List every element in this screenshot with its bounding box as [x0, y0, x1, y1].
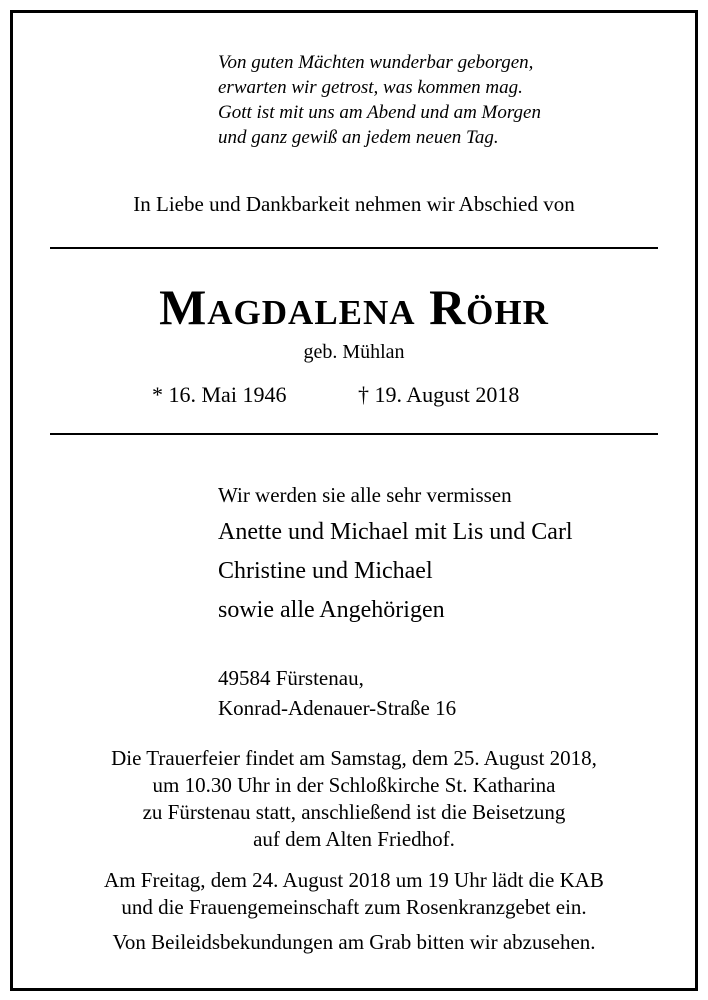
intro-text: In Liebe und Dankbarkeit nehmen wir Abschied von — [133, 192, 575, 216]
birth-name: geb. Mühlan — [303, 341, 405, 363]
rosary-notice — [0, 867, 708, 921]
bottom-divider — [50, 433, 658, 435]
mourners-intro: Wir werden sie alle sehr vermissen — [218, 483, 512, 507]
address-city: 49584 Fürstenau, — [218, 666, 364, 690]
birth-date: * 16. Mai 1946 — [152, 382, 287, 407]
poem-line: erwarten wir getrost, was kommen mag. — [218, 77, 523, 98]
address-street: Konrad-Adenauer-Straße 16 — [218, 696, 457, 720]
funeral-notice — [0, 745, 708, 853]
poem-line: Gott ist mit uns am Abend und am Morgen — [218, 102, 541, 123]
notice-line: Am Freitag, dem 24. August 2018 um 19 Uhr lädt die KAB — [104, 868, 604, 892]
poem — [218, 50, 541, 150]
poem-line: Von guten Mächten wunderbar geborgen, — [218, 52, 534, 73]
mourner-line: Anette und Michael mit Lis und Carl — [218, 519, 573, 545]
notice-line: und die Frauengemeinschaft zum Rosenkranzgebet ein. — [121, 895, 587, 919]
mourner-line: Christine und Michael — [218, 558, 433, 584]
address-block — [218, 663, 456, 723]
notice-line: Die Trauerfeier findet am Samstag, dem 25. August 2018, — [111, 746, 597, 770]
mourner-line: sowie alle Angehörigen — [218, 597, 445, 623]
notice-line: um 10.30 Uhr in der Schloßkirche St. Katharina — [152, 773, 556, 797]
poem-line: und ganz gewiß an jedem neuen Tag. — [218, 127, 499, 148]
deceased-name: Magdalena Röhr — [159, 279, 549, 335]
notice-line: zu Fürstenau statt, anschließend ist die Beisetzung — [142, 800, 566, 824]
notice-line: auf dem Alten Friedhof. — [253, 827, 455, 851]
death-date: † 19. August 2018 — [358, 382, 520, 407]
mourners-block — [218, 480, 573, 631]
top-divider — [50, 247, 658, 249]
condolence-notice: Von Beileidsbekundungen am Grab bitten wir abzusehen. — [112, 930, 596, 954]
